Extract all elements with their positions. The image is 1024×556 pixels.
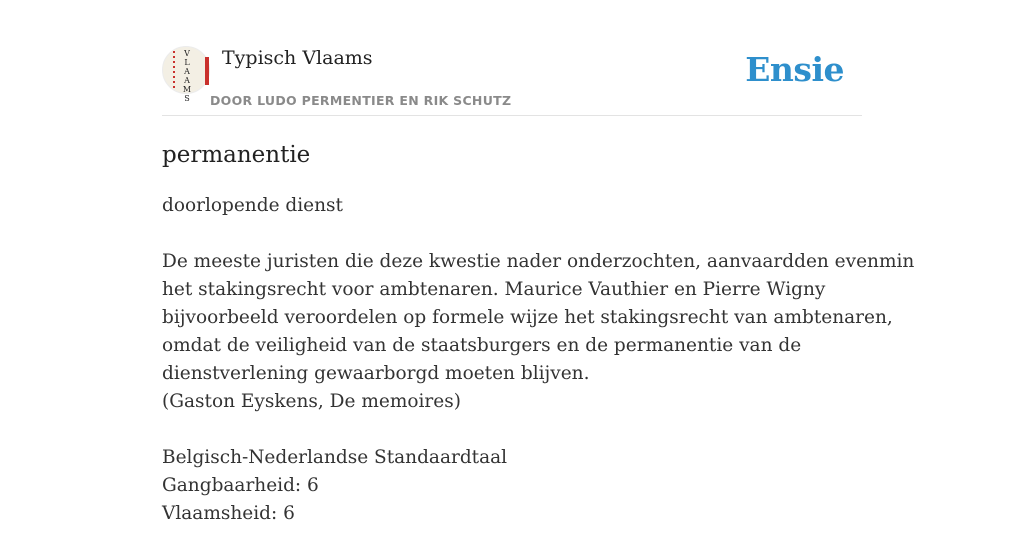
example-line: bijvoorbeeld veroordelen op formele wijze het stakingsrecht van ambtenaren, (162, 307, 893, 328)
cover-letter: A (184, 67, 190, 76)
cover-letter: M (182, 85, 192, 94)
example-line: omdat de veiligheid van de staatsburgers en de permanentie van de (162, 335, 802, 356)
entry-headword: permanentie (162, 142, 311, 168)
cover-letter: L (184, 58, 190, 67)
example-source: (Gaston Eyskens, De memoires) (162, 391, 461, 412)
meta-language: Belgisch-Nederlandse Standaardtaal (162, 447, 508, 468)
example-line: het stakingsrecht voor ambtenaren. Maurice Vauthier en Pierre Wigny (162, 279, 826, 300)
book-cover-image[interactable] (162, 46, 210, 103)
cover-decoration (173, 51, 175, 91)
entry-definition: doorlopende dienst (162, 195, 343, 216)
meta-gangbaarheid: Gangbaarheid: 6 (162, 475, 319, 496)
book-title-link[interactable]: Typisch Vlaams (222, 47, 373, 69)
cover-letter: A (184, 76, 190, 85)
ensie-logo[interactable]: Ensie (745, 50, 844, 89)
book-authors: DOOR LUDO PERMENTIER EN RIK SCHUTZ (210, 93, 512, 108)
example-line: dienstverlening gewaarborgd moeten blijven. (162, 363, 590, 384)
cover-letter: V (184, 49, 190, 58)
book-header (162, 46, 862, 116)
cover-spine (205, 57, 209, 85)
entry-example (162, 248, 915, 416)
example-line: De meeste juristen die deze kwestie nader onderzochten, aanvaardden evenmin (162, 251, 915, 272)
entry-body (162, 192, 915, 556)
cover-letter: S (184, 94, 190, 103)
meta-vlaamsheid: Vlaamsheid: 6 (162, 503, 295, 524)
cover-lettering (180, 49, 194, 103)
entry-meta (162, 444, 862, 528)
